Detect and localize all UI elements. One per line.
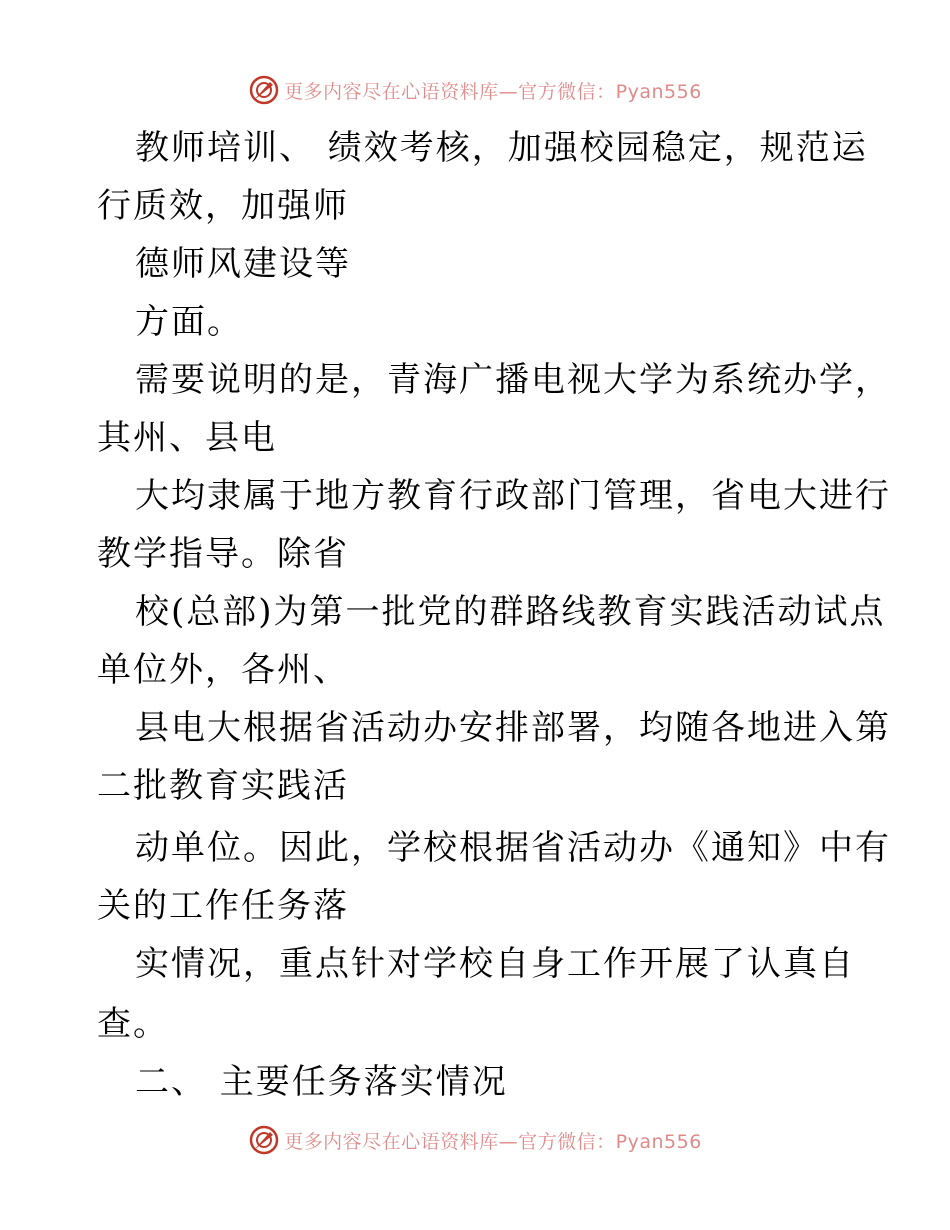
logo-icon [248, 74, 280, 106]
watermark-text: 更多内容尽在心语资料库—官方微信：Pyan556 [284, 80, 702, 103]
paragraph-line: 校(总部)为第一批党的群路线教育实践活动试点 [135, 592, 886, 632]
paragraph-line: 大均隶属于地方教育行政部门管理，省电大进行 [135, 476, 891, 516]
paragraph-line: 教师培训、 绩效考核，加强校园稳定，规范运 [135, 128, 868, 168]
watermark-text: 更多内容尽在心语资料库—官方微信：Pyan556 [284, 1130, 702, 1153]
paragraph-line: 教学指导。除省 [97, 534, 349, 574]
paragraph-line: 二批教育实践活 [97, 766, 349, 806]
paragraph-line: 县电大根据省活动办安排部署，均随各地进入第 [135, 708, 891, 748]
paragraph-line: 单位外，各州、 [97, 650, 349, 690]
paragraph-line: 关的工作任务落 [97, 886, 349, 926]
paragraph-line: 德师风建设等 [135, 244, 351, 284]
paragraph-line: 行质效，加强师 [97, 186, 349, 226]
watermark-banner-bottom [0, 1120, 950, 1160]
watermark-banner-top [0, 70, 950, 110]
paragraph-line: 实情况，重点针对学校自身工作开展了认真自 [135, 944, 855, 984]
paragraph-line: 方面。 [135, 302, 243, 342]
logo-icon [248, 1124, 280, 1156]
paragraph-line: 查。 [97, 1004, 169, 1044]
paragraph-line: 动单位。因此，学校根据省活动办《通知》中有 [135, 828, 891, 868]
paragraph-line: 需要说明的是，青海广播电视大学为系统办学， [135, 360, 891, 400]
section-heading: 二、 主要任务落实情况 [135, 1062, 508, 1102]
paragraph-line: 其州、县电 [97, 418, 277, 458]
